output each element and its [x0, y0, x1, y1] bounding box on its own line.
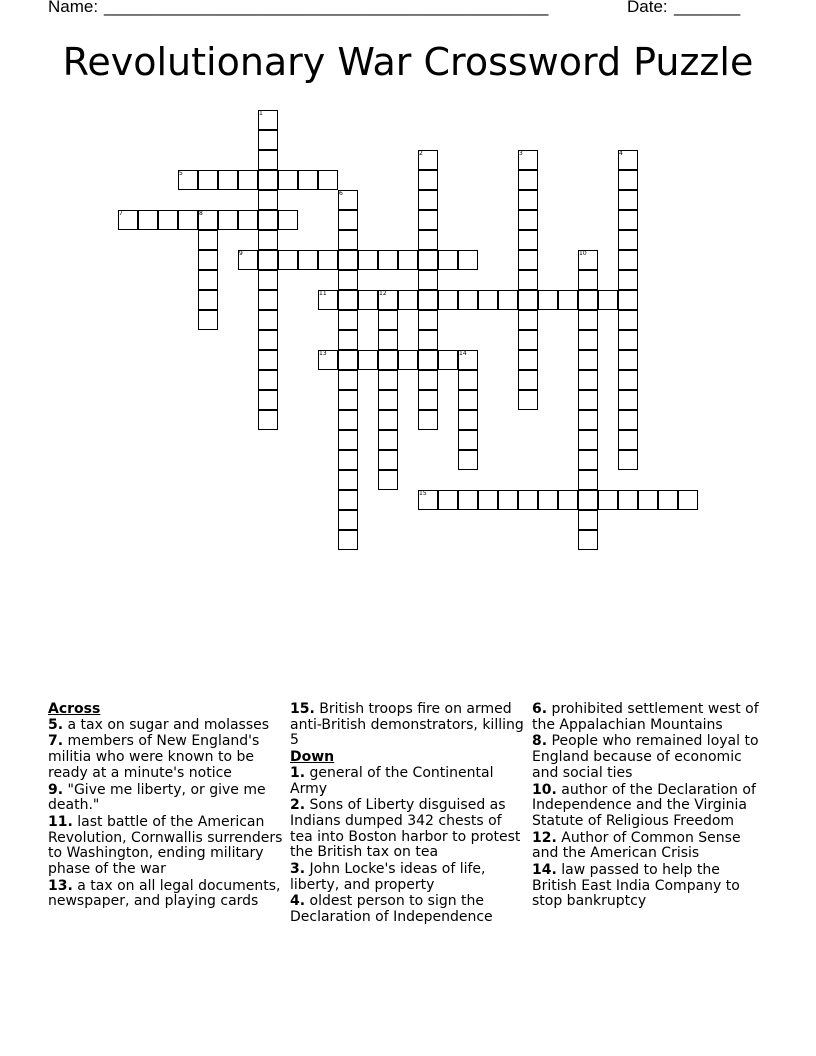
clue-down-12 — [532, 831, 768, 862]
grid-clue-number: 3 — [519, 150, 523, 157]
grid-cell[interactable] — [578, 530, 598, 550]
down-heading: Down — [290, 749, 335, 766]
grid-cell[interactable] — [518, 490, 538, 510]
grid-cell[interactable] — [378, 330, 398, 350]
grid-cell[interactable] — [518, 270, 538, 290]
grid-cell[interactable] — [418, 190, 438, 210]
grid-cell[interactable] — [258, 310, 278, 330]
grid-cell[interactable] — [338, 230, 358, 250]
grid-cell[interactable] — [258, 350, 278, 370]
clue-down-10 — [532, 783, 768, 830]
grid-clue-number: 9 — [239, 250, 243, 257]
grid-cell[interactable] — [378, 370, 398, 390]
grid-cell[interactable] — [558, 490, 578, 510]
grid-cell[interactable] — [198, 230, 218, 250]
grid-clue-number: 6 — [339, 190, 343, 197]
clue-text: Sons of Liberty disguised as Indians dumped 342 chests of tea into Boston harbor to protest the British tax on tea — [290, 797, 521, 861]
clue-text: a tax on all legal documents, newspaper, and playing cards — [48, 877, 281, 910]
grid-cell[interactable] — [618, 250, 638, 270]
grid-cell[interactable] — [578, 310, 598, 330]
grid-cell[interactable] — [418, 290, 438, 310]
grid-cell[interactable] — [518, 230, 538, 250]
grid-cell[interactable] — [198, 310, 218, 330]
grid-cell[interactable] — [458, 410, 478, 430]
clue-number: 11. — [48, 813, 73, 830]
grid-cell[interactable] — [418, 350, 438, 370]
grid-cell[interactable] — [418, 370, 438, 390]
grid-cell[interactable] — [438, 490, 458, 510]
grid-cell[interactable] — [198, 250, 218, 270]
grid-clue-number: 5 — [179, 170, 183, 177]
grid-clue-number: 7 — [119, 210, 123, 217]
grid-cell[interactable] — [438, 350, 458, 370]
grid-cell[interactable] — [518, 330, 538, 350]
grid-cell[interactable] — [398, 290, 418, 310]
grid-cell[interactable] — [338, 470, 358, 490]
clue-down-2 — [290, 798, 526, 861]
grid-cell[interactable] — [258, 410, 278, 430]
clue-number: 4. — [290, 893, 306, 910]
grid-cell[interactable] — [578, 370, 598, 390]
grid-cell[interactable] — [298, 250, 318, 270]
grid-cell[interactable] — [638, 490, 658, 510]
grid-cell[interactable] — [198, 290, 218, 310]
grid-cell[interactable] — [578, 510, 598, 530]
grid-cell[interactable] — [618, 270, 638, 290]
grid-cell[interactable] — [618, 350, 638, 370]
grid-cell[interactable] — [558, 290, 578, 310]
clue-text: last battle of the American Revolution, Cornwallis surrenders to Washington, ending military phase of the war — [48, 813, 283, 878]
grid-cell[interactable] — [578, 410, 598, 430]
grid-cell[interactable] — [178, 210, 198, 230]
clue-number: 8. — [532, 733, 548, 750]
clue-number: 13. — [48, 877, 73, 894]
date-label: Date: — [627, 0, 668, 16]
clue-text: John Locke's ideas of life, liberty, and property — [290, 861, 486, 893]
grid-cell[interactable] — [258, 390, 278, 410]
grid-cell[interactable] — [238, 210, 258, 230]
grid-cell[interactable] — [258, 190, 278, 210]
grid-clue-number: 4 — [619, 150, 623, 157]
clue-down-1 — [290, 766, 526, 797]
clue-number: 3. — [290, 861, 306, 878]
grid-cell[interactable] — [418, 170, 438, 190]
clue-number: 9. — [48, 781, 64, 798]
name-field-line[interactable]: _______________________________________________ — [104, 0, 549, 16]
grid-cell[interactable] — [338, 310, 358, 330]
clue-down-4 — [290, 894, 526, 925]
grid-clue-number: 8 — [199, 210, 203, 217]
clue-number: 10. — [532, 781, 557, 798]
grid-cell[interactable] — [238, 170, 258, 190]
grid-cell[interactable] — [578, 490, 598, 510]
clue-down-6 — [532, 702, 768, 733]
grid-cell[interactable] — [678, 490, 698, 510]
grid-cell[interactable] — [578, 330, 598, 350]
clue-across-11 — [48, 815, 284, 878]
clue-text: law passed to help the British East India Company to stop bankruptcy — [532, 862, 740, 910]
grid-cell[interactable] — [318, 250, 338, 270]
clue-number: 5. — [48, 716, 64, 733]
grid-cell[interactable] — [518, 310, 538, 330]
clue-text: oldest person to sign the Declaration of Independence — [290, 893, 493, 926]
grid-cell[interactable] — [618, 330, 638, 350]
clue-number: 7. — [48, 733, 64, 750]
grid-clue-number: 11 — [319, 290, 327, 297]
grid-cell[interactable] — [158, 210, 178, 230]
grid-cell[interactable] — [338, 410, 358, 430]
grid-cell[interactable] — [618, 170, 638, 190]
grid-clue-number: 15 — [419, 490, 427, 497]
grid-cell[interactable] — [338, 250, 358, 270]
grid-cell[interactable] — [258, 370, 278, 390]
grid-cell[interactable] — [378, 430, 398, 450]
grid-cell[interactable] — [378, 250, 398, 270]
grid-cell[interactable] — [518, 250, 538, 270]
grid-cell[interactable] — [338, 490, 358, 510]
clue-text: People who remained loyal to England because of economic and social ties — [532, 733, 759, 781]
grid-cell[interactable] — [298, 170, 318, 190]
grid-cell[interactable] — [418, 310, 438, 330]
grid-cell[interactable] — [518, 350, 538, 370]
grid-cell[interactable] — [198, 170, 218, 190]
grid-cell[interactable] — [198, 270, 218, 290]
grid-cell[interactable] — [458, 250, 478, 270]
grid-cell[interactable] — [538, 490, 558, 510]
grid-cell[interactable] — [458, 490, 478, 510]
grid-clue-number: 1 — [259, 110, 263, 117]
grid-cell[interactable] — [418, 270, 438, 290]
clue-text: "Give me liberty, or give me death." — [48, 781, 266, 814]
grid-cell[interactable] — [518, 170, 538, 190]
grid-cell[interactable] — [418, 410, 438, 430]
grid-cell[interactable] — [578, 450, 598, 470]
grid-cell[interactable] — [358, 350, 378, 370]
grid-cell[interactable] — [378, 450, 398, 470]
clue-text: prohibited settlement west of the Appalachian Mountains — [532, 701, 759, 733]
grid-cell[interactable] — [338, 530, 358, 550]
grid-cell[interactable] — [518, 190, 538, 210]
page-title: Revolutionary War Crossword Puzzle — [62, 40, 754, 84]
grid-cell[interactable] — [458, 370, 478, 390]
grid-clue-number: 2 — [419, 150, 423, 157]
clue-number: 1. — [290, 764, 306, 781]
grid-cell[interactable] — [578, 350, 598, 370]
grid-cell[interactable] — [258, 170, 278, 190]
grid-cell[interactable] — [258, 330, 278, 350]
grid-clue-number: 12 — [379, 290, 387, 297]
grid-cell[interactable] — [378, 350, 398, 370]
grid-cell[interactable] — [418, 210, 438, 230]
grid-cell[interactable] — [578, 290, 598, 310]
grid-cell[interactable] — [418, 250, 438, 270]
grid-cell[interactable] — [498, 490, 518, 510]
clue-across-7 — [48, 734, 284, 781]
grid-cell[interactable] — [338, 290, 358, 310]
grid-cell[interactable] — [498, 290, 518, 310]
grid-cell[interactable] — [338, 350, 358, 370]
grid-cell[interactable] — [338, 270, 358, 290]
grid-cell[interactable] — [218, 170, 238, 190]
grid-cell[interactable] — [418, 230, 438, 250]
grid-cell[interactable] — [338, 450, 358, 470]
grid-cell[interactable] — [278, 210, 298, 230]
clue-text: British troops fire on armed anti-British demonstrators, killing 5 — [290, 701, 524, 749]
clue-down-3 — [290, 862, 526, 893]
grid-cell[interactable] — [258, 290, 278, 310]
grid-cell[interactable] — [618, 490, 638, 510]
grid-cell[interactable] — [338, 430, 358, 450]
clue-across-15 — [290, 702, 526, 749]
grid-cell[interactable] — [538, 290, 558, 310]
clue-number: 14. — [532, 862, 557, 879]
grid-cell[interactable] — [338, 210, 358, 230]
grid-cell[interactable] — [258, 250, 278, 270]
grid-cell[interactable] — [518, 290, 538, 310]
grid-cell[interactable] — [378, 470, 398, 490]
grid-cell[interactable] — [378, 410, 398, 430]
grid-cell[interactable] — [618, 430, 638, 450]
date-field-line[interactable]: _______ — [674, 0, 741, 16]
clue-text: a tax on sugar and molasses — [67, 716, 270, 733]
grid-cell[interactable] — [578, 390, 598, 410]
grid-cell[interactable] — [618, 450, 638, 470]
grid-cell[interactable] — [338, 370, 358, 390]
clue-number: 15. — [290, 701, 315, 717]
clue-number: 6. — [532, 701, 548, 717]
clues-column-1 — [48, 702, 284, 911]
clue-across-13 — [48, 879, 284, 910]
grid-cell[interactable] — [618, 290, 638, 310]
clue-number: 2. — [290, 797, 306, 814]
grid-cell[interactable] — [338, 510, 358, 530]
across-heading: Across — [48, 701, 101, 717]
grid-cell[interactable] — [618, 310, 638, 330]
grid-cell[interactable] — [258, 230, 278, 250]
grid-cell[interactable] — [418, 330, 438, 350]
name-label: Name: — [48, 0, 99, 16]
grid-cell[interactable] — [518, 390, 538, 410]
grid-cell[interactable] — [338, 390, 358, 410]
grid-cell[interactable] — [358, 290, 378, 310]
clues-column-2 — [290, 702, 526, 927]
grid-cell[interactable] — [618, 390, 638, 410]
clue-text: author of the Declaration of Independence and the Virginia Statute of Religious Freedom — [532, 781, 756, 829]
grid-cell[interactable] — [658, 490, 678, 510]
grid-cell[interactable] — [458, 430, 478, 450]
clue-down-8 — [532, 734, 768, 781]
clue-text: Author of Common Sense and the American Crisis — [532, 829, 741, 862]
grid-cell[interactable] — [458, 390, 478, 410]
grid-cell[interactable] — [618, 230, 638, 250]
grid-cell[interactable] — [578, 270, 598, 290]
grid-cell[interactable] — [418, 390, 438, 410]
clue-across-9 — [48, 783, 284, 814]
grid-cell[interactable] — [458, 290, 478, 310]
grid-cell[interactable] — [398, 350, 418, 370]
grid-cell[interactable] — [378, 310, 398, 330]
clue-across-5 — [48, 718, 284, 734]
grid-cell[interactable] — [518, 370, 538, 390]
grid-cell[interactable] — [258, 270, 278, 290]
grid-cell[interactable] — [398, 250, 418, 270]
grid-cell[interactable] — [258, 210, 278, 230]
grid-cell[interactable] — [458, 450, 478, 470]
grid-clue-number: 13 — [319, 350, 327, 357]
grid-cell[interactable] — [618, 210, 638, 230]
grid-cell[interactable] — [258, 150, 278, 170]
grid-cell[interactable] — [138, 210, 158, 230]
grid-cell[interactable] — [578, 430, 598, 450]
clue-text: general of the Continental Army — [290, 764, 494, 797]
clue-number: 12. — [532, 829, 557, 846]
grid-cell[interactable] — [378, 390, 398, 410]
grid-cell[interactable] — [618, 190, 638, 210]
grid-cell[interactable] — [618, 410, 638, 430]
grid-cell[interactable] — [518, 210, 538, 230]
grid-cell[interactable] — [578, 470, 598, 490]
grid-cell[interactable] — [278, 250, 298, 270]
grid-cell[interactable] — [338, 330, 358, 350]
grid-cell[interactable] — [318, 170, 338, 190]
grid-cell[interactable] — [618, 370, 638, 390]
clue-text: members of New England's militia who were known to be ready at a minute's notice — [48, 733, 260, 781]
grid-cell[interactable] — [358, 250, 378, 270]
grid-cell[interactable] — [598, 490, 618, 510]
grid-clue-number: 10 — [579, 250, 587, 257]
grid-cell[interactable] — [598, 290, 618, 310]
grid-cell[interactable] — [218, 210, 238, 230]
grid-cell[interactable] — [478, 490, 498, 510]
grid-cell[interactable] — [278, 170, 298, 190]
grid-cell[interactable] — [478, 290, 498, 310]
grid-cell[interactable] — [438, 250, 458, 270]
clue-down-14 — [532, 863, 768, 910]
grid-cell[interactable] — [438, 290, 458, 310]
clues-column-3 — [532, 702, 768, 911]
grid-cell[interactable] — [258, 130, 278, 150]
grid-clue-number: 14 — [459, 350, 467, 357]
